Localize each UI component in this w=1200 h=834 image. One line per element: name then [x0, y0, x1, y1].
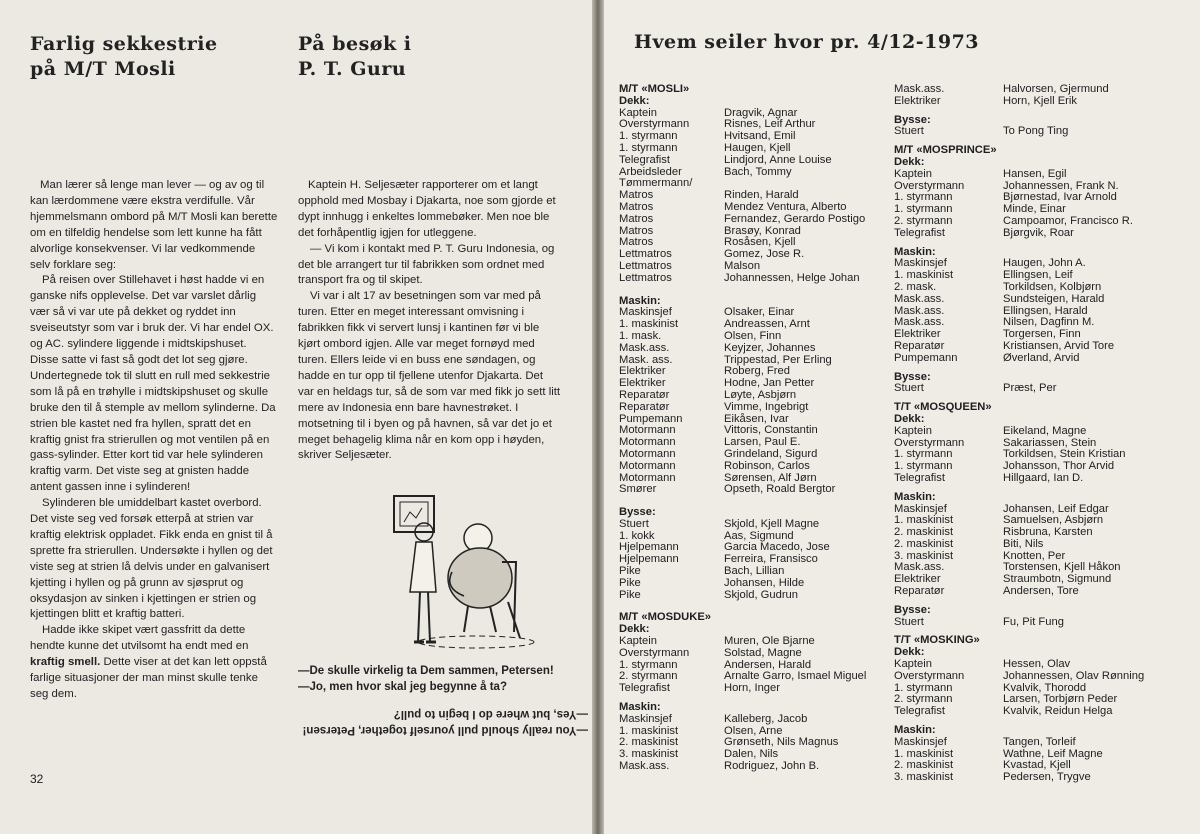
crew-role: Motormann: [619, 436, 676, 449]
crew-row: [619, 343, 889, 355]
paragraph: Kaptein H. Seljesæter rapporterer om et langt opphold med Mosbay i Djakarta, noe som gjorde et dypt innhugg i enkeltes lommebøker. Men noe ble det forhåpentlig igjen for utleggene.: [298, 179, 556, 239]
crew-name: Olsen, Finn: [724, 329, 782, 342]
crew-role: Pike: [619, 588, 641, 601]
text-span: Hadde ikke skipet vært gassfritt da dette hendte kunne det utvilsomt ha endt med en: [30, 624, 249, 653]
article-guru: [298, 178, 562, 464]
crew-name: Rinden, Harald: [724, 189, 799, 202]
crew-name: Haugen, Kjell: [724, 141, 791, 154]
ship-heading: M/T «MOSPRINCE»: [894, 144, 997, 157]
crew-role: Mask.ass.: [894, 316, 945, 329]
crew-role: Kaptein: [894, 167, 932, 180]
crew-name: Hodne, Jan Petter: [724, 377, 815, 390]
crew-name: Johansen, Hilde: [724, 576, 805, 589]
crew-name: Pedersen, Trygve: [1003, 771, 1091, 784]
crew-name: Vittoris, Constantin: [724, 424, 818, 437]
crew-name: Ellingsen, Harald: [1003, 304, 1088, 317]
crew-role: Matros: [619, 200, 654, 213]
crew-role: 1. styrmann: [619, 141, 678, 154]
crew-name: Solstad, Magne: [724, 646, 802, 659]
section-heading: Dekk:: [894, 412, 925, 425]
crew-row: [894, 772, 1179, 784]
crew-row: [619, 143, 889, 155]
crew-name: Kvastad, Kjell: [1003, 759, 1071, 772]
crew-name: Haugen, John A.: [1003, 257, 1086, 270]
crew-role: Smører: [619, 483, 657, 496]
crew-role: Overstyrmann: [894, 436, 965, 449]
crew-row: [619, 648, 889, 660]
section-heading: Dekk:: [619, 94, 650, 107]
crew-role: Elektriker: [619, 377, 666, 390]
crew-name: Biti, Nils: [1003, 537, 1044, 550]
crew-role: Lettmatros: [619, 259, 672, 272]
crew-role: Matros: [619, 212, 654, 225]
crew-role: Overstyrmann: [894, 669, 965, 682]
crew-name: Johannessen, Olav Rønning: [1003, 669, 1145, 682]
crew-name: Kalleberg, Jacob: [724, 712, 808, 725]
crew-role: 1. kokk: [619, 529, 655, 542]
crew-role: Maskinsjef: [894, 257, 947, 270]
section-heading: Maskin:: [894, 490, 936, 503]
paragraph-last: [30, 623, 278, 703]
crew-role: Overstyrmann: [619, 646, 690, 659]
headline-line: På besøk i: [298, 33, 412, 55]
crew-name: Campoamor, Francisco R.: [1003, 214, 1133, 227]
crew-role: 1. maskinist: [619, 724, 679, 737]
crew-role: Telegrafist: [894, 226, 945, 239]
crew-name: Ellingsen, Leif: [1003, 269, 1073, 282]
crew-role: 1. styrmann: [894, 448, 953, 461]
crew-role: Telegrafist: [619, 682, 670, 695]
section-heading: Dekk:: [894, 646, 925, 659]
crew-name: Eikeland, Magne: [1003, 424, 1087, 437]
crew-row: [619, 519, 889, 531]
paragraph: — Vi kom i kontakt med P. T. Guru Indonesia, og det ble arrangert tur til fabrikken som ordnet med transport fra og til skipet.: [298, 242, 555, 287]
crew-name: Grindeland, Sigurd: [724, 447, 818, 460]
crew-row: [619, 449, 889, 461]
crew-role: Mask.ass.: [894, 83, 945, 95]
crew-name: Øverland, Arvid: [1003, 351, 1080, 364]
ship-heading: T/T «MOSKING»: [894, 634, 980, 647]
crew-row: [619, 714, 889, 726]
crew-role: 2. styrmann: [894, 693, 953, 706]
section-heading: Bysse:: [619, 506, 656, 519]
crew-role: Reparatør: [619, 400, 670, 413]
crew-name: Ferreira, Fransisco: [724, 553, 818, 566]
crew-row: [894, 586, 1179, 598]
crew-name: Bach, Lillian: [724, 565, 785, 578]
crew-name: Trippestad, Per Erling: [724, 353, 832, 366]
crew-row: [619, 331, 889, 343]
crew-name: Straumbotn, Sigmund: [1003, 573, 1112, 586]
crew-row: [894, 228, 1179, 240]
crew-row: [619, 461, 889, 473]
crew-column-right: [894, 84, 1179, 784]
crew-role: Motormann: [619, 471, 676, 484]
crew-name: Brasøy, Konrad: [724, 224, 801, 237]
crew-name: Horn, Kjell Erik: [1003, 94, 1077, 107]
right-page: [604, 0, 1200, 834]
crew-name: Tangen, Torleif: [1003, 735, 1076, 748]
headline-sekkestrie: [30, 32, 218, 82]
bold-text: kraftig smell.: [30, 656, 101, 669]
crew-row: [894, 282, 1179, 294]
crew-name: Hessen, Olav: [1003, 658, 1071, 671]
caption-line: —De skulle virkelig ta Dem sammen, Petersen!: [298, 665, 554, 677]
crew-row: [619, 273, 889, 285]
crew-role: Lettmatros: [619, 248, 672, 261]
crew-name: Bach, Tommy: [724, 165, 792, 178]
crew-row: [619, 578, 889, 590]
crew-name: Johannessen, Frank N.: [1003, 179, 1119, 192]
crew-role: Pumpemann: [894, 351, 958, 364]
crew-name: Præst, Per: [1003, 382, 1057, 395]
crew-role: 1. styrmann: [894, 203, 953, 216]
crew-name: Dragvik, Agnar: [724, 106, 798, 119]
spacer: [894, 240, 1179, 247]
crew-name: Halvorsen, Gjermund: [1003, 83, 1109, 95]
crew-name: Hansen, Egil: [1003, 167, 1067, 180]
crew-role: 2. maskinist: [894, 526, 954, 539]
headline-line: Farlig sekkestrie: [30, 33, 218, 55]
crew-role: Elektriker: [894, 328, 941, 341]
crew-role: Arbeidsleder: [619, 165, 682, 178]
crew-name: Arnalte Garro, Ismael Miguel: [724, 670, 867, 683]
spacer: [619, 285, 889, 296]
crew-name: Rosåsen, Kjell: [724, 236, 796, 249]
crew-role: Matros: [619, 224, 654, 237]
crew-name: Johansson, Thor Arvid: [1003, 460, 1115, 473]
article-sekkestrie: [30, 178, 278, 703]
crew-name: Garcia Macedo, Jose: [724, 541, 830, 554]
crew-name: Torkildsen, Kolbjørn: [1003, 280, 1102, 293]
section-heading: Maskin:: [894, 724, 936, 737]
crew-name: Gomez, Jose R.: [724, 248, 805, 261]
crew-name: Horn, Inger: [724, 682, 780, 695]
crew-role: Overstyrmann: [619, 118, 690, 131]
crew-role: Hjelpemann: [619, 541, 679, 554]
crew-role: Kaptein: [894, 658, 932, 671]
crew-name: Eikåsen, Ivar: [724, 412, 789, 425]
crew-row: [619, 484, 889, 496]
cartoon-illustration: [380, 492, 560, 662]
crew-role: 2. styrmann: [894, 214, 953, 227]
crew-name: Sundsteigen, Harald: [1003, 292, 1105, 305]
crew-row: [619, 402, 889, 414]
crew-name: Johansen, Leif Edgar: [1003, 502, 1109, 515]
spacer: [619, 496, 889, 507]
crew-name: Kvalvik, Thorodd: [1003, 681, 1087, 694]
section-heading: Maskin:: [619, 701, 661, 714]
spacer: [894, 365, 1179, 372]
crew-name: Opseth, Roald Bergtor: [724, 483, 836, 496]
paragraph: Vi var i alt 17 av besetningen som var med på turen. Etter en meget interessant omvisning i fabrikken fikk vi servert lunsj i kantinen før vi ble kjørt ombord igjen. Alle var meget fornøyd med turen. Ellers leide vi en buss ene søndagen, og hadde en tur opp til fjellene utenfor Djakarta. Det var en heldags tur, så de som var med fikk jo sett litt mere av Indonesia enn bare havnestrøket. I motsetning til i byen og på havnen, så var det jo et meget behagelig klima når en kom opp i høyden, skriver Seljesæter.: [298, 290, 561, 462]
crew-role: 1. maskinist: [894, 514, 954, 527]
crew-row: [619, 214, 889, 226]
crew-role: 2. styrmann: [619, 670, 678, 683]
crew-name: Sakariassen, Stein: [1003, 436, 1097, 449]
headline-line: P. T. Guru: [298, 58, 407, 80]
section-heading: Bysse:: [894, 603, 931, 616]
crew-role: 3. maskinist: [894, 549, 954, 562]
crew-name: Andersen, Tore: [1003, 585, 1079, 598]
crew-name: Vimme, Ingebrigt: [724, 400, 809, 413]
crew-name: Minde, Einar: [1003, 203, 1066, 216]
cartoon-caption-english-upside-down: [298, 706, 588, 737]
crew-row: [894, 169, 1179, 181]
crew-list-title: Hvem seiler hvor pr. 4/12-1973: [634, 31, 980, 53]
crew-name: Andreassen, Arnt: [724, 318, 810, 331]
paragraph: På reisen over Stillehavet i høst hadde vi en ganske nifs opplevelse. Det var varslet dårlig vær så vi var ute på dekket og ryddet inn sveiseutstyr som var i bruk der. Vi har endel OX. og AC. sylindere liggende i midtskipshuset. Disse satte vi fast så godt det lot seg gjøre. Undertegnede tok til slutt en rull med sekkestrie som lå på en trøhylle i midtskipshuset og skulle bruke den til å stemple av mellom sylinderne. Da strien ble kastet ned fra hyllen, spratt det en kraftig gnist fra strierullen og mot ventilen på en gass-sylinder. Etter kort tid var hele sylinderen kraftig varm. Det viste seg at gnisten hadde antent gassen inne i sylinderen!: [30, 274, 276, 494]
crew-row: [894, 96, 1179, 108]
crew-role: Elektriker: [619, 365, 666, 378]
crew-name: Bjørgvik, Roar: [1003, 226, 1074, 239]
crew-row: [619, 155, 889, 167]
headline-guru: [298, 32, 411, 82]
crew-name: Fu, Pit Fung: [1003, 615, 1064, 628]
crew-name: Hillgaard, Ian D.: [1003, 471, 1084, 484]
crew-role: Kaptein: [894, 424, 932, 437]
section-heading: Maskin:: [894, 245, 936, 258]
crew-name: Kristiansen, Arvid Tore: [1003, 339, 1115, 352]
crew-name: Risbruna, Karsten: [1003, 526, 1093, 539]
caption-line: —Jo, men hvor skal jeg begynne å ta?: [298, 680, 507, 693]
section-heading: Bysse:: [894, 370, 931, 383]
crew-row: [894, 737, 1179, 749]
crew-name: Robinson, Carlos: [724, 459, 810, 472]
crew-row: [894, 473, 1179, 485]
crew-name: Risnes, Leif Arthur: [724, 118, 816, 131]
crew-name: Olsen, Arne: [724, 724, 783, 737]
crew-name: Keyjzer, Johannes: [724, 341, 816, 354]
ship-heading: M/T «MOSLI»: [619, 83, 690, 95]
crew-role: Pike: [619, 565, 641, 578]
crew-name: Torgersen, Finn: [1003, 328, 1081, 341]
crew-role: Motormann: [619, 459, 676, 472]
crew-role: Mask.ass.: [894, 292, 945, 305]
crew-role: Elektriker: [894, 573, 941, 586]
headline-line: på M/T Mosli: [30, 58, 176, 80]
crew-role: Motormann: [619, 424, 676, 437]
ship-heading: M/T «MOSDUKE»: [619, 611, 711, 624]
crew-name: Johannessen, Helge Johan: [724, 271, 860, 284]
caption-line: —You really should pull yourself together, Petersen!: [302, 724, 588, 736]
crew-row: [894, 341, 1179, 353]
crew-role: Reparatør: [894, 585, 945, 598]
crew-name: To Pong Ting: [1003, 125, 1069, 138]
crew-role: Kaptein: [619, 106, 657, 119]
crew-role: Mask.ass.: [894, 561, 945, 574]
text-span: Dette viser at det kan lett oppstå farlige situasjoner der man minst skulle tenke seg dem.: [30, 656, 267, 700]
crew-role: Hjelpemann: [619, 553, 679, 566]
crew-name: Samuelsen, Asbjørn: [1003, 514, 1104, 527]
crew-name: Muren, Ole Bjarne: [724, 635, 815, 648]
crew-name: Malson: [724, 259, 761, 272]
crew-role: Telegrafist: [894, 471, 945, 484]
crew-name: Larsen, Torbjørn Peder: [1003, 693, 1118, 706]
crew-row: [894, 383, 1179, 395]
section-heading: Bysse:: [894, 113, 931, 126]
book-gutter: [592, 0, 604, 834]
crew-role: 1. styrmann: [619, 658, 678, 671]
crew-name: Torstensen, Kjell Håkon: [1003, 561, 1121, 574]
crew-row: [619, 261, 889, 273]
crew-name: Kvalvik, Reidun Helga: [1003, 705, 1113, 718]
section-heading: Dekk:: [619, 623, 650, 636]
crew-row: [894, 539, 1179, 551]
crew-role: Mask.ass.: [619, 760, 670, 773]
crew-role: 1. mask.: [619, 329, 662, 342]
crew-role: Reparatør: [619, 388, 670, 401]
crew-name: Olsaker, Einar: [724, 306, 795, 319]
crew-row: [894, 126, 1179, 138]
crew-role: Maskinsjef: [619, 712, 672, 725]
crew-role: Motormann: [619, 447, 676, 460]
crew-name: Lindjord, Anne Louise: [724, 153, 832, 166]
crew-row: [619, 761, 889, 773]
ship-heading: T/T «MOSQUEEN»: [894, 401, 992, 414]
crew-row: [894, 294, 1179, 306]
crew-name: Skjold, Gudrun: [724, 588, 799, 601]
crew-role: Overstyrmann: [894, 179, 965, 192]
crew-role: Kaptein: [619, 635, 657, 648]
paragraph: Sylinderen ble umiddelbart kastet overbord. Det viste seg ved forsøk etterpå at strien var kraftig elektrisk oppladet. Fikk enda en gnist til å sprette fra strierullen. Undersøkte i hyllen og det viste seg at strien lå delvis under en galvanisert kjetting i hyllen og på grunn av sjøsprut og oksydasjon av sinken i kjettingen er strien og kjettingen blitt et kraftig batteri.: [30, 497, 273, 621]
crew-role: Maskinsjef: [619, 306, 672, 319]
crew-name: Fernandez, Gerardo Postigo: [724, 212, 866, 225]
crew-row: [619, 590, 889, 602]
crew-role: Telegrafist: [894, 705, 945, 718]
crew-name: Dalen, Nils: [724, 748, 779, 761]
crew-name: Aas, Sigmund: [724, 529, 794, 542]
crew-column-left: [619, 84, 889, 773]
crew-row: [894, 706, 1179, 718]
caption-line: —Yes, but where do I begin to pull?: [393, 708, 588, 721]
crew-name: Andersen, Harald: [724, 658, 812, 671]
crew-role: Lettmatros: [619, 271, 672, 284]
crew-name: Torkildsen, Stein Kristian: [1003, 448, 1126, 461]
crew-role: Telegrafist: [619, 153, 670, 166]
crew-name: Hvitsand, Emil: [724, 130, 796, 143]
section-heading: Maskin:: [619, 294, 661, 307]
crew-role: Mask.ass.: [619, 341, 670, 354]
crew-role: 3. maskinist: [894, 771, 954, 784]
crew-role: 2. maskinist: [619, 736, 679, 749]
crew-name: Sørensen, Alf Jørn: [724, 471, 817, 484]
crew-name: Wathne, Leif Magne: [1003, 747, 1103, 760]
crew-name: Rodriguez, John B.: [724, 760, 820, 773]
crew-role: 2. maskinist: [894, 759, 954, 772]
crew-role: Stuert: [894, 615, 924, 628]
spacer: [894, 108, 1179, 115]
crew-name: Roberg, Fred: [724, 365, 790, 378]
left-page: [0, 0, 592, 834]
crew-role: Stuert: [619, 517, 649, 530]
crew-role: 1. maskinist: [894, 747, 954, 760]
crew-role: Maskinsjef: [894, 735, 947, 748]
crew-role: 3. maskinist: [619, 748, 679, 761]
crew-name: Grønseth, Nils Magnus: [724, 736, 839, 749]
crew-name: Larsen, Paul E.: [724, 436, 801, 449]
crew-row: [619, 683, 889, 695]
crew-role: Stuert: [894, 125, 924, 138]
crew-role: 1. styrmann: [894, 460, 953, 473]
crew-role: Matros: [619, 189, 654, 202]
crew-role: 1. maskinist: [619, 318, 679, 331]
crew-row: [894, 617, 1179, 629]
crew-role: 1. maskinist: [894, 269, 954, 282]
crew-role: Mask.ass.: [894, 304, 945, 317]
crew-role: 1. styrmann: [619, 130, 678, 143]
crew-role: Stuert: [894, 382, 924, 395]
crew-role: 2. maskinist: [894, 537, 954, 550]
crew-row: [619, 390, 889, 402]
section-heading: Dekk:: [894, 155, 925, 168]
spacer: [894, 485, 1179, 492]
crew-name: Skjold, Kjell Magne: [724, 517, 820, 530]
crew-role: 2. mask.: [894, 280, 937, 293]
crew-row: [894, 426, 1179, 438]
page-number: 32: [30, 772, 44, 786]
crew-role: Pumpemann: [619, 412, 683, 425]
crew-role: Maskinsjef: [894, 502, 947, 515]
crew-role: Matros: [619, 236, 654, 249]
crew-row: [894, 671, 1179, 683]
crew-role: Reparatør: [894, 339, 945, 352]
crew-role: 1. styrmann: [894, 681, 953, 694]
crew-name: Mendez Ventura, Alberto: [724, 200, 847, 213]
spacer: [894, 718, 1179, 725]
crew-role: 1. styrmann: [894, 191, 953, 204]
spacer: [894, 598, 1179, 605]
crew-name: Bjørnestad, Ivar Arnold: [1003, 191, 1117, 204]
crew-name: Knotten, Per: [1003, 549, 1066, 562]
paragraph: Man lærer så lenge man lever — og av og til kan lærdommene være ekstra verdifulle. Vår hjemmelsmann ombord på M/T Mosli kan berette om en tilfeldig hendelse som lett kunne ha fått alvorlige konsekvenser. Vi lar vedkommende selv forklare seg:: [30, 179, 278, 271]
crew-row: [619, 202, 889, 214]
crew-role: Tømmermann/: [619, 177, 693, 190]
crew-row: [894, 216, 1179, 228]
crew-name: Nilsen, Dagfinn M.: [1003, 316, 1095, 329]
crew-role: Pike: [619, 576, 641, 589]
crew-role: Mask. ass.: [619, 353, 673, 366]
cartoon-caption-norwegian: [298, 664, 588, 695]
crew-name: Løyte, Asbjørn: [724, 388, 797, 401]
crew-row: [894, 353, 1179, 365]
crew-role: Elektriker: [894, 94, 941, 107]
